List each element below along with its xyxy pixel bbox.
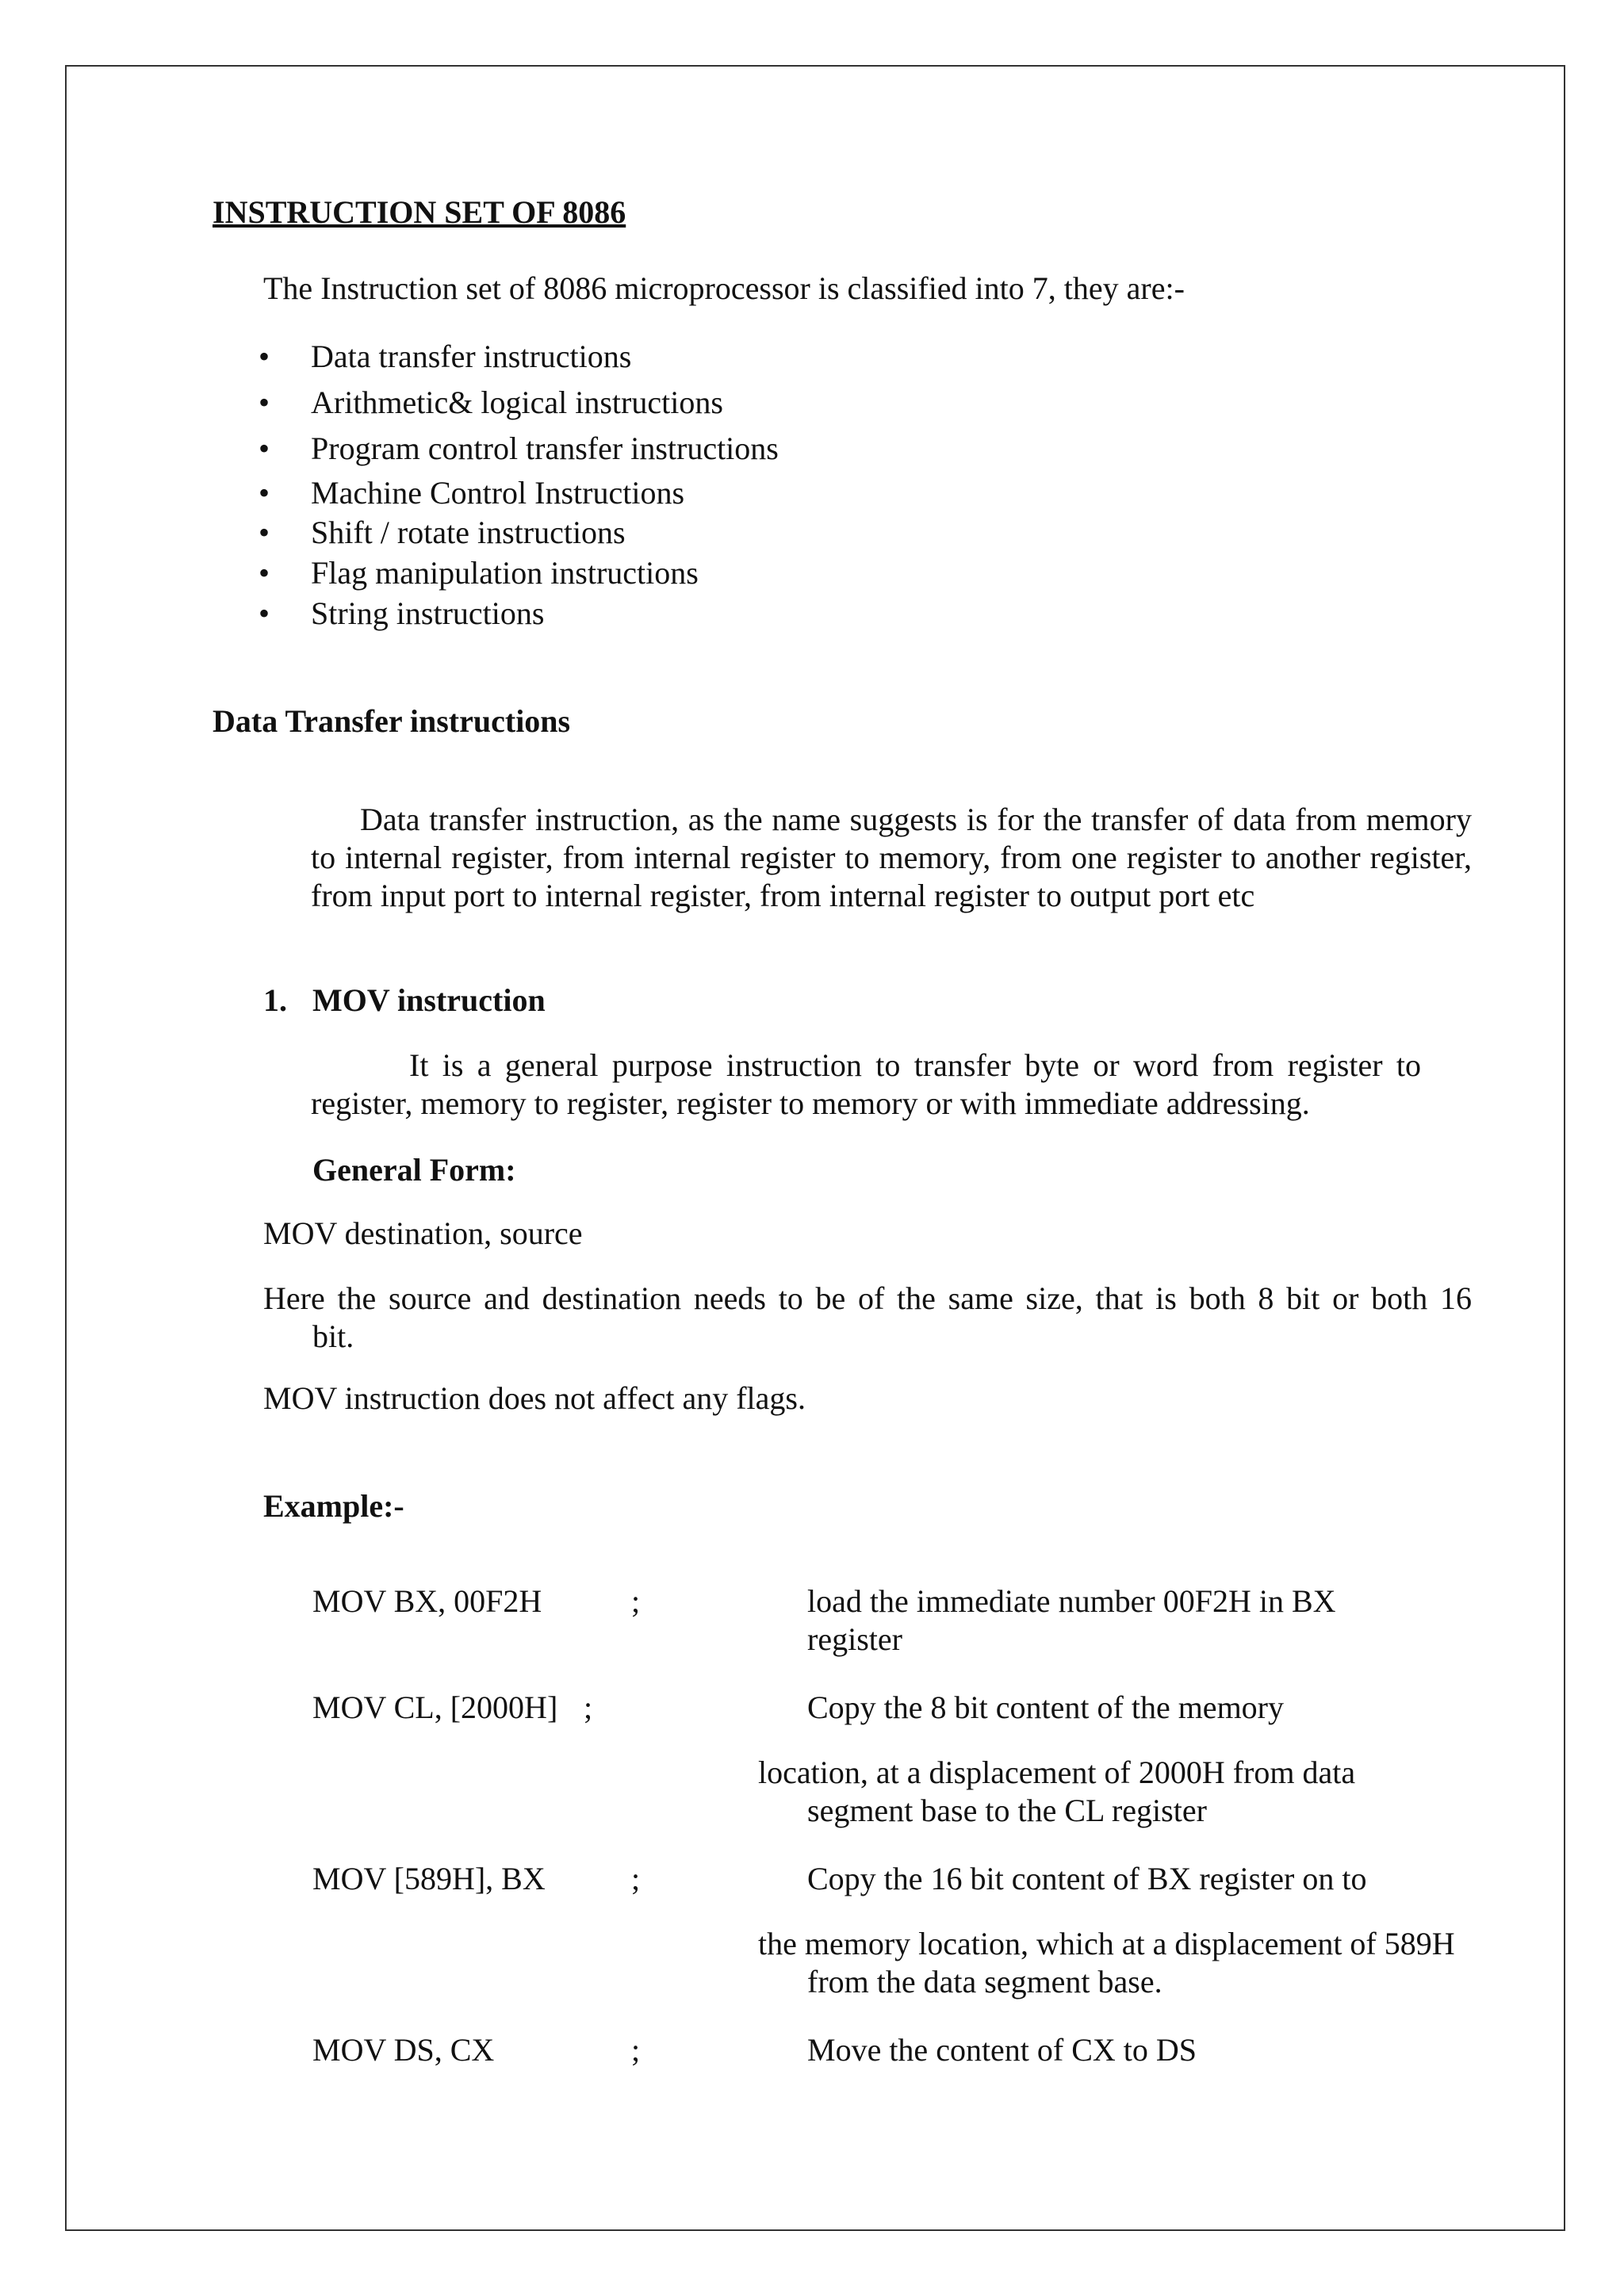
section-title: Data Transfer instructions: [213, 703, 571, 739]
example-comment: register: [807, 1621, 902, 1657]
general-form: MOV destination, source: [263, 1215, 583, 1251]
list-item: • Flag manipulation instructions: [259, 555, 699, 591]
mov-description: It is a general purpose instruction to transfer byte or word from register to register, memory to register, register to memory or with immediate addressing.: [311, 1047, 1421, 1121]
list-item: • Arithmetic& logical instructions: [259, 385, 723, 420]
mov-title: MOV instruction: [312, 982, 546, 1018]
bullet-icon: •: [259, 475, 270, 511]
example-separator: ;: [631, 1583, 641, 1619]
category-list: [255, 338, 779, 634]
example-comment: from the data segment base.: [807, 1964, 1162, 1999]
bullet-icon: •: [259, 339, 270, 374]
example-separator: ;: [631, 2032, 641, 2068]
example-code: MOV [589H], BX: [312, 1861, 546, 1896]
example-label: Example:-: [263, 1488, 404, 1524]
list-item: • Program control transfer instructions: [259, 430, 779, 466]
bullet-icon: •: [259, 515, 270, 550]
size-note-line2: bit.: [312, 1318, 354, 1354]
example-code: MOV DS, CX: [312, 2032, 495, 2068]
example-comment: Copy the 8 bit content of the memory: [807, 1689, 1284, 1725]
example-code: MOV BX, 00F2H: [312, 1583, 542, 1619]
example-comment: load the immediate number 00F2H in BX: [807, 1583, 1336, 1619]
page-heading: INSTRUCTION SET OF 8086: [213, 194, 626, 230]
section-paragraph: Data transfer instruction, as the name suggests is for the transfer of data from memory to internal register, from internal register to memory, from one register to another register, from input port to internal register, from internal register to output port etc: [311, 802, 1472, 913]
example-separator: ;: [631, 1861, 641, 1896]
mov-number: 1.: [263, 982, 287, 1018]
flags-note: MOV instruction does not affect any flags.: [263, 1380, 806, 1416]
list-item: • Machine Control Instructions: [259, 475, 685, 511]
example-comment: Copy the 16 bit content of BX register on to: [807, 1861, 1367, 1896]
general-form-label: General Form:: [312, 1152, 516, 1188]
example-comment: location, at a displacement of 2000H from data: [758, 1755, 1356, 1790]
intro-text: The Instruction set of 8086 microprocessor is classified into 7, they are:-: [263, 270, 1185, 306]
list-item: • Shift / rotate instructions: [259, 515, 626, 550]
list-item: • String instructions: [259, 595, 545, 631]
example-code: MOV CL, [2000H]: [312, 1689, 558, 1725]
size-note-line1: Here the source and destination needs to be of the same size, that is both 8 bit or both 16: [263, 1280, 1472, 1316]
bullet-icon: •: [259, 385, 270, 420]
list-item: • Data transfer instructions: [259, 339, 632, 374]
example-separator: ;: [584, 1689, 593, 1725]
example-comment: the memory location, which at a displacement of 589H: [758, 1926, 1455, 1961]
example-comment: Move the content of CX to DS: [807, 2032, 1197, 2068]
bullet-icon: •: [259, 595, 270, 631]
example-comment: segment base to the CL register: [807, 1793, 1207, 1828]
bullet-icon: •: [259, 430, 270, 466]
bullet-icon: •: [259, 555, 270, 591]
